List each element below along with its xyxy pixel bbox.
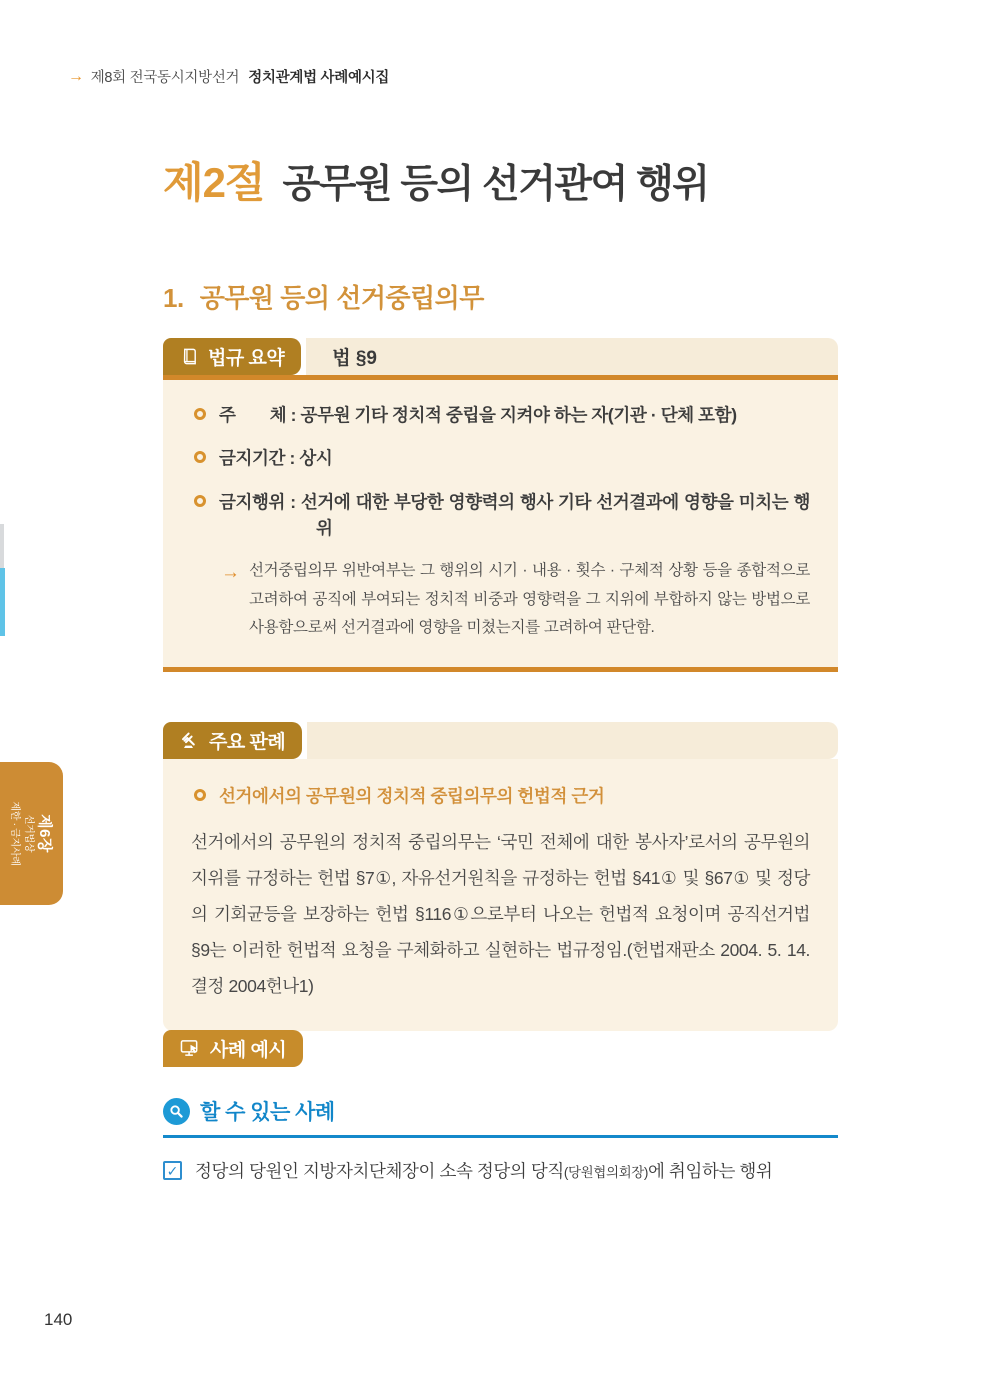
law-summary-body <box>163 380 838 667</box>
example-item <box>163 1158 853 1184</box>
header-arrow-icon: → <box>68 67 84 85</box>
list-item <box>191 489 810 542</box>
list-item <box>191 445 810 471</box>
bullet-ring-icon <box>194 408 206 420</box>
section-heading-text: 공무원 등의 선거중립의무 <box>199 283 484 313</box>
list-item <box>191 402 810 428</box>
precedent-label-text: 주요 판례 <box>209 732 286 753</box>
law-summary-label <box>163 338 301 375</box>
divider-bottom <box>163 667 838 672</box>
bullet-ring-icon <box>194 451 206 463</box>
examples-label-text: 사례 예시 <box>210 1040 287 1061</box>
header-prefix: 제8회 전국동시지방선거 <box>90 70 240 86</box>
chapter-tab-chapter: 제6장 <box>36 814 53 853</box>
law-summary-header <box>163 338 838 375</box>
page-number: 140 <box>44 1310 73 1329</box>
examples-label <box>163 1030 303 1067</box>
law-ref-strip <box>306 338 838 375</box>
law-ref-text: 법 §9 <box>332 348 377 369</box>
precedent-strip <box>307 722 838 759</box>
example-text-main2: 에 취임하는 행위 <box>647 1161 773 1181</box>
bullet-text: 주 체 : 공무원 기타 정치적 중립을 지켜야 하는 자(기관 · 단체 포함) <box>219 405 737 425</box>
example-text-main1: 정당의 당원인 지방자치단체장이 소속 정당의 당직 <box>195 1161 564 1181</box>
chapter-tab <box>0 762 63 905</box>
checked-checkbox-icon: ✓ <box>163 1161 182 1180</box>
precedent-subtitle: 선거에서의 공무원의 정치적 중립의무의 헌법적 근거 <box>219 786 605 806</box>
title-section-number: 제2절 <box>163 159 265 206</box>
chapter-tab-line2: 제한 · 금지사례 <box>9 801 20 866</box>
magnifier-icon <box>163 1098 190 1125</box>
precedent-subtitle-row <box>191 783 810 809</box>
allowed-cases-heading <box>163 1096 838 1138</box>
bullet-text: 금지기간 : 상시 <box>219 448 333 469</box>
section-heading-number: 1. <box>163 283 184 313</box>
precedent-header <box>163 722 838 759</box>
page-title <box>163 150 708 210</box>
law-summary-label-text: 법규 요약 <box>208 348 285 369</box>
law-summary-box <box>163 338 838 672</box>
precedent-body <box>163 759 838 1031</box>
allowed-cases-heading-text: 할 수 있는 사례 <box>200 1101 335 1124</box>
examples-section <box>163 1030 303 1067</box>
note-arrow-icon: → <box>221 562 240 583</box>
section-heading <box>163 278 484 315</box>
title-text: 공무원 등의 선거관여 행위 <box>282 163 709 206</box>
bullet-ring-icon <box>194 789 206 801</box>
bullet-ring-icon <box>194 495 206 507</box>
book-icon <box>180 347 199 366</box>
chapter-tab-line1: 선거법상 <box>23 814 34 853</box>
bullet-text: 금지행위 : 선거에 대한 부당한 영향력의 행사 기타 선거결과에 영향을 미치는 행위 <box>219 491 810 538</box>
edge-marker-blue <box>0 568 5 636</box>
precedent-label <box>163 722 302 759</box>
edge-marker-gray <box>0 524 4 568</box>
chapter-tab-inner <box>0 762 63 905</box>
example-text-paren: (당원협의회장) <box>563 1165 648 1180</box>
gavel-icon <box>180 731 200 751</box>
precedent-box <box>163 722 838 1031</box>
note-text: 선거중립의무 위반여부는 그 행위의 시기 · 내용 · 횟수 · 구체적 상황 등을 종합적으로 고려하여 공직에 부여되는 정치적 비중과 영향력을 그 지위에 부합하지 않는 방법으로 사용함으로써 선거결과에 영향을 미쳤는지를 고려하여 판단함. <box>249 562 810 637</box>
running-header <box>68 66 389 87</box>
monitor-cursor-icon <box>180 1039 201 1058</box>
precedent-paragraph: 선거에서의 공무원의 정치적 중립의무는 ‘국민 전체에 대한 봉사자’로서의 공무원의 지위를 규정하는 헌법 §7①, 자유선거원칙을 규정하는 헌법 §41① 및 §67① 및 정당의 기회균등을 보장하는 헌법 §116①으로부터 나오는 헌법적 요청이며 공직선거법 §9는 이러한 헌법적 요청을 구체화하고 실현하는 법규정임.(헌법재판소 2004. 5. 14. 결정 2004헌나1) <box>191 832 810 996</box>
header-title: 정치관계법 사례예시집 <box>248 70 390 86</box>
note-item <box>221 557 810 643</box>
example-item-text <box>195 1158 772 1184</box>
